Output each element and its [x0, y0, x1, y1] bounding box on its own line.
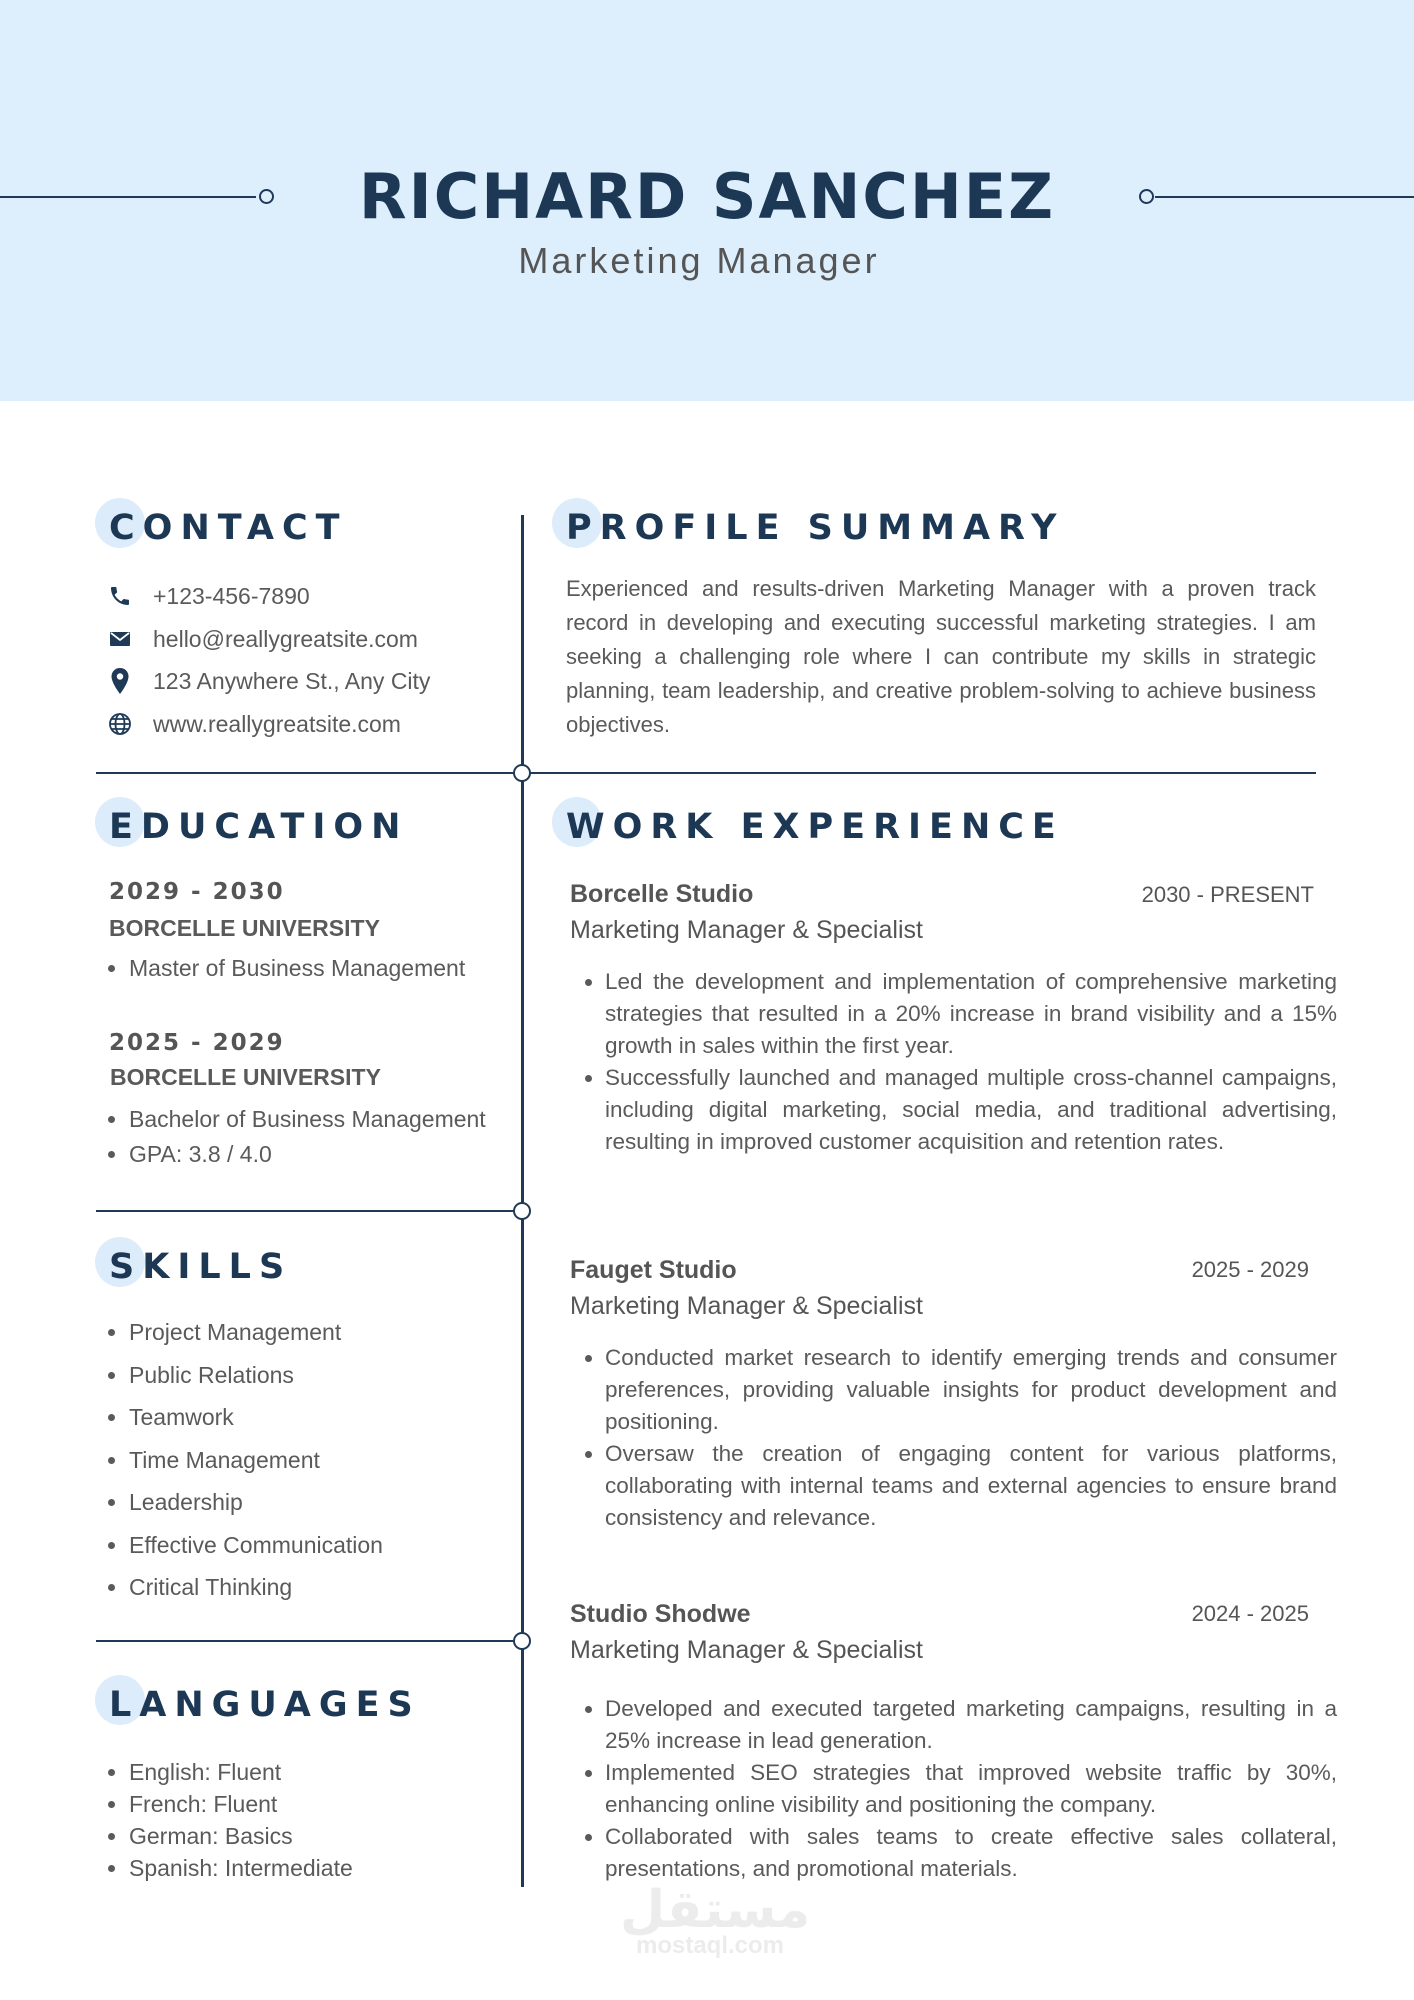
globe-icon — [105, 709, 135, 739]
list-item: • Led the development and implementation of comprehensive marketing strategies that resulted in a 20% increase in brand visibility and a 15% growth in sales within the first year. — [605, 966, 1337, 1062]
contact-heading: CONTACT — [109, 508, 348, 548]
separator-contact — [96, 772, 1316, 774]
contact-phone — [105, 581, 310, 611]
job-company: Fauget Studio — [570, 1256, 737, 1284]
list-item: • Developed and executed targeted marketing campaigns, resulting in a 25% increase in lead generation. — [605, 1693, 1337, 1757]
education-years: 2025 - 2029 — [109, 1030, 285, 1056]
divider-node — [513, 1202, 531, 1220]
list-item: • Spanish: Intermediate — [129, 1855, 353, 1887]
list-item: • Oversaw the creation of engaging content for various platforms, collaborating with internal teams and external agencies to ensure brand consistency and relevance. — [605, 1438, 1337, 1534]
list-item: • Master of Business Management — [129, 955, 465, 982]
candidate-name: RICHARD SANCHEZ — [358, 160, 1056, 233]
watermark-latin: mostaql.com — [635, 1932, 785, 1959]
contact-email — [105, 624, 418, 654]
divider-node — [513, 764, 531, 782]
list-item: • GPA: 3.8 / 4.0 — [129, 1141, 486, 1168]
list-item: • Effective Communication — [129, 1532, 383, 1575]
header-banner — [0, 0, 1414, 401]
list-item: • English: Fluent — [129, 1759, 353, 1791]
job-title: Marketing Manager & Specialist — [570, 1636, 923, 1664]
job-dates: 2024 - 2025 — [1191, 1601, 1309, 1626]
email-icon — [105, 624, 135, 654]
list-item: • Conducted market research to identify emerging trends and consumer preferences, providing valuable insights for product development and positioning. — [605, 1342, 1337, 1438]
list-item: • Bachelor of Business Management — [129, 1106, 486, 1133]
list-item: • Collaborated with sales teams to create effective sales collateral, presentations, and promotional materials. — [605, 1821, 1337, 1885]
list-item: • Implemented SEO strategies that improved website traffic by 30%, enhancing online visibility and positioning the company. — [605, 1757, 1337, 1821]
education-heading: EDUCATION — [109, 807, 408, 847]
phone-number: +123-456-7890 — [153, 582, 310, 609]
street-address: 123 Anywhere St., Any City — [153, 667, 431, 694]
location-pin-icon — [105, 666, 135, 696]
website-url: www.reallygreatsite.com — [153, 710, 401, 737]
separator-skills — [96, 1640, 523, 1642]
list-item: • French: Fluent — [129, 1791, 353, 1823]
education-details — [105, 955, 465, 982]
skills-heading: SKILLS — [109, 1247, 292, 1287]
list-item: • Project Management — [129, 1319, 383, 1362]
education-school: BORCELLE UNIVERSITY — [110, 1064, 381, 1090]
profile-summary-heading: PROFILE SUMMARY — [566, 508, 1064, 548]
job-bullets — [582, 1342, 1337, 1534]
list-item: • German: Basics — [129, 1823, 353, 1855]
contact-address — [105, 666, 430, 696]
list-item: • Successfully launched and managed multiple cross-channel campaigns, including digital marketing, social media, and traditional advertising, resulting in improved customer acquisition and retention rates. — [605, 1062, 1337, 1158]
list-item: • Teamwork — [129, 1404, 383, 1447]
list-item: • Time Management — [129, 1447, 383, 1490]
list-item: • Critical Thinking — [129, 1574, 383, 1617]
divider-node — [513, 1632, 531, 1650]
work-experience-heading: WORK EXPERIENCE — [566, 807, 1064, 847]
email-address: hello@reallygreatsite.com — [153, 625, 418, 652]
job-dates: 2025 - 2029 — [1191, 1257, 1309, 1282]
job-bullets — [582, 1693, 1337, 1885]
list-item: • Public Relations — [129, 1362, 383, 1405]
job-title: Marketing Manager & Specialist — [570, 1292, 923, 1320]
education-school: BORCELLE UNIVERSITY — [109, 915, 380, 941]
skills-list — [105, 1319, 383, 1617]
candidate-role: Marketing Manager — [518, 240, 880, 281]
separator-education — [96, 1210, 523, 1212]
center-divider — [521, 515, 524, 1887]
job-company: Studio Shodwe — [570, 1600, 751, 1628]
languages-heading: LANGUAGES — [109, 1685, 421, 1725]
job-bullets — [582, 966, 1337, 1158]
languages-list — [105, 1759, 353, 1887]
job-title: Marketing Manager & Specialist — [570, 916, 923, 944]
job-company: Borcelle Studio — [570, 880, 754, 908]
profile-summary-text: Experienced and results-driven Marketing Manager with a proven track record in developing and executing successful marketing strategies. I am seeking a challenging role where I can contribute my skills in strategic planning, team leadership, and creative problem-solving to achieve business objectives. — [566, 576, 1316, 737]
education-details — [105, 1106, 486, 1168]
job-dates: 2030 - PRESENT — [1141, 882, 1314, 907]
phone-icon — [105, 581, 135, 611]
contact-website — [105, 709, 401, 739]
list-item: • Leadership — [129, 1489, 383, 1532]
education-years: 2029 - 2030 — [109, 879, 285, 905]
watermark-arabic: مستقل — [620, 1881, 811, 1939]
